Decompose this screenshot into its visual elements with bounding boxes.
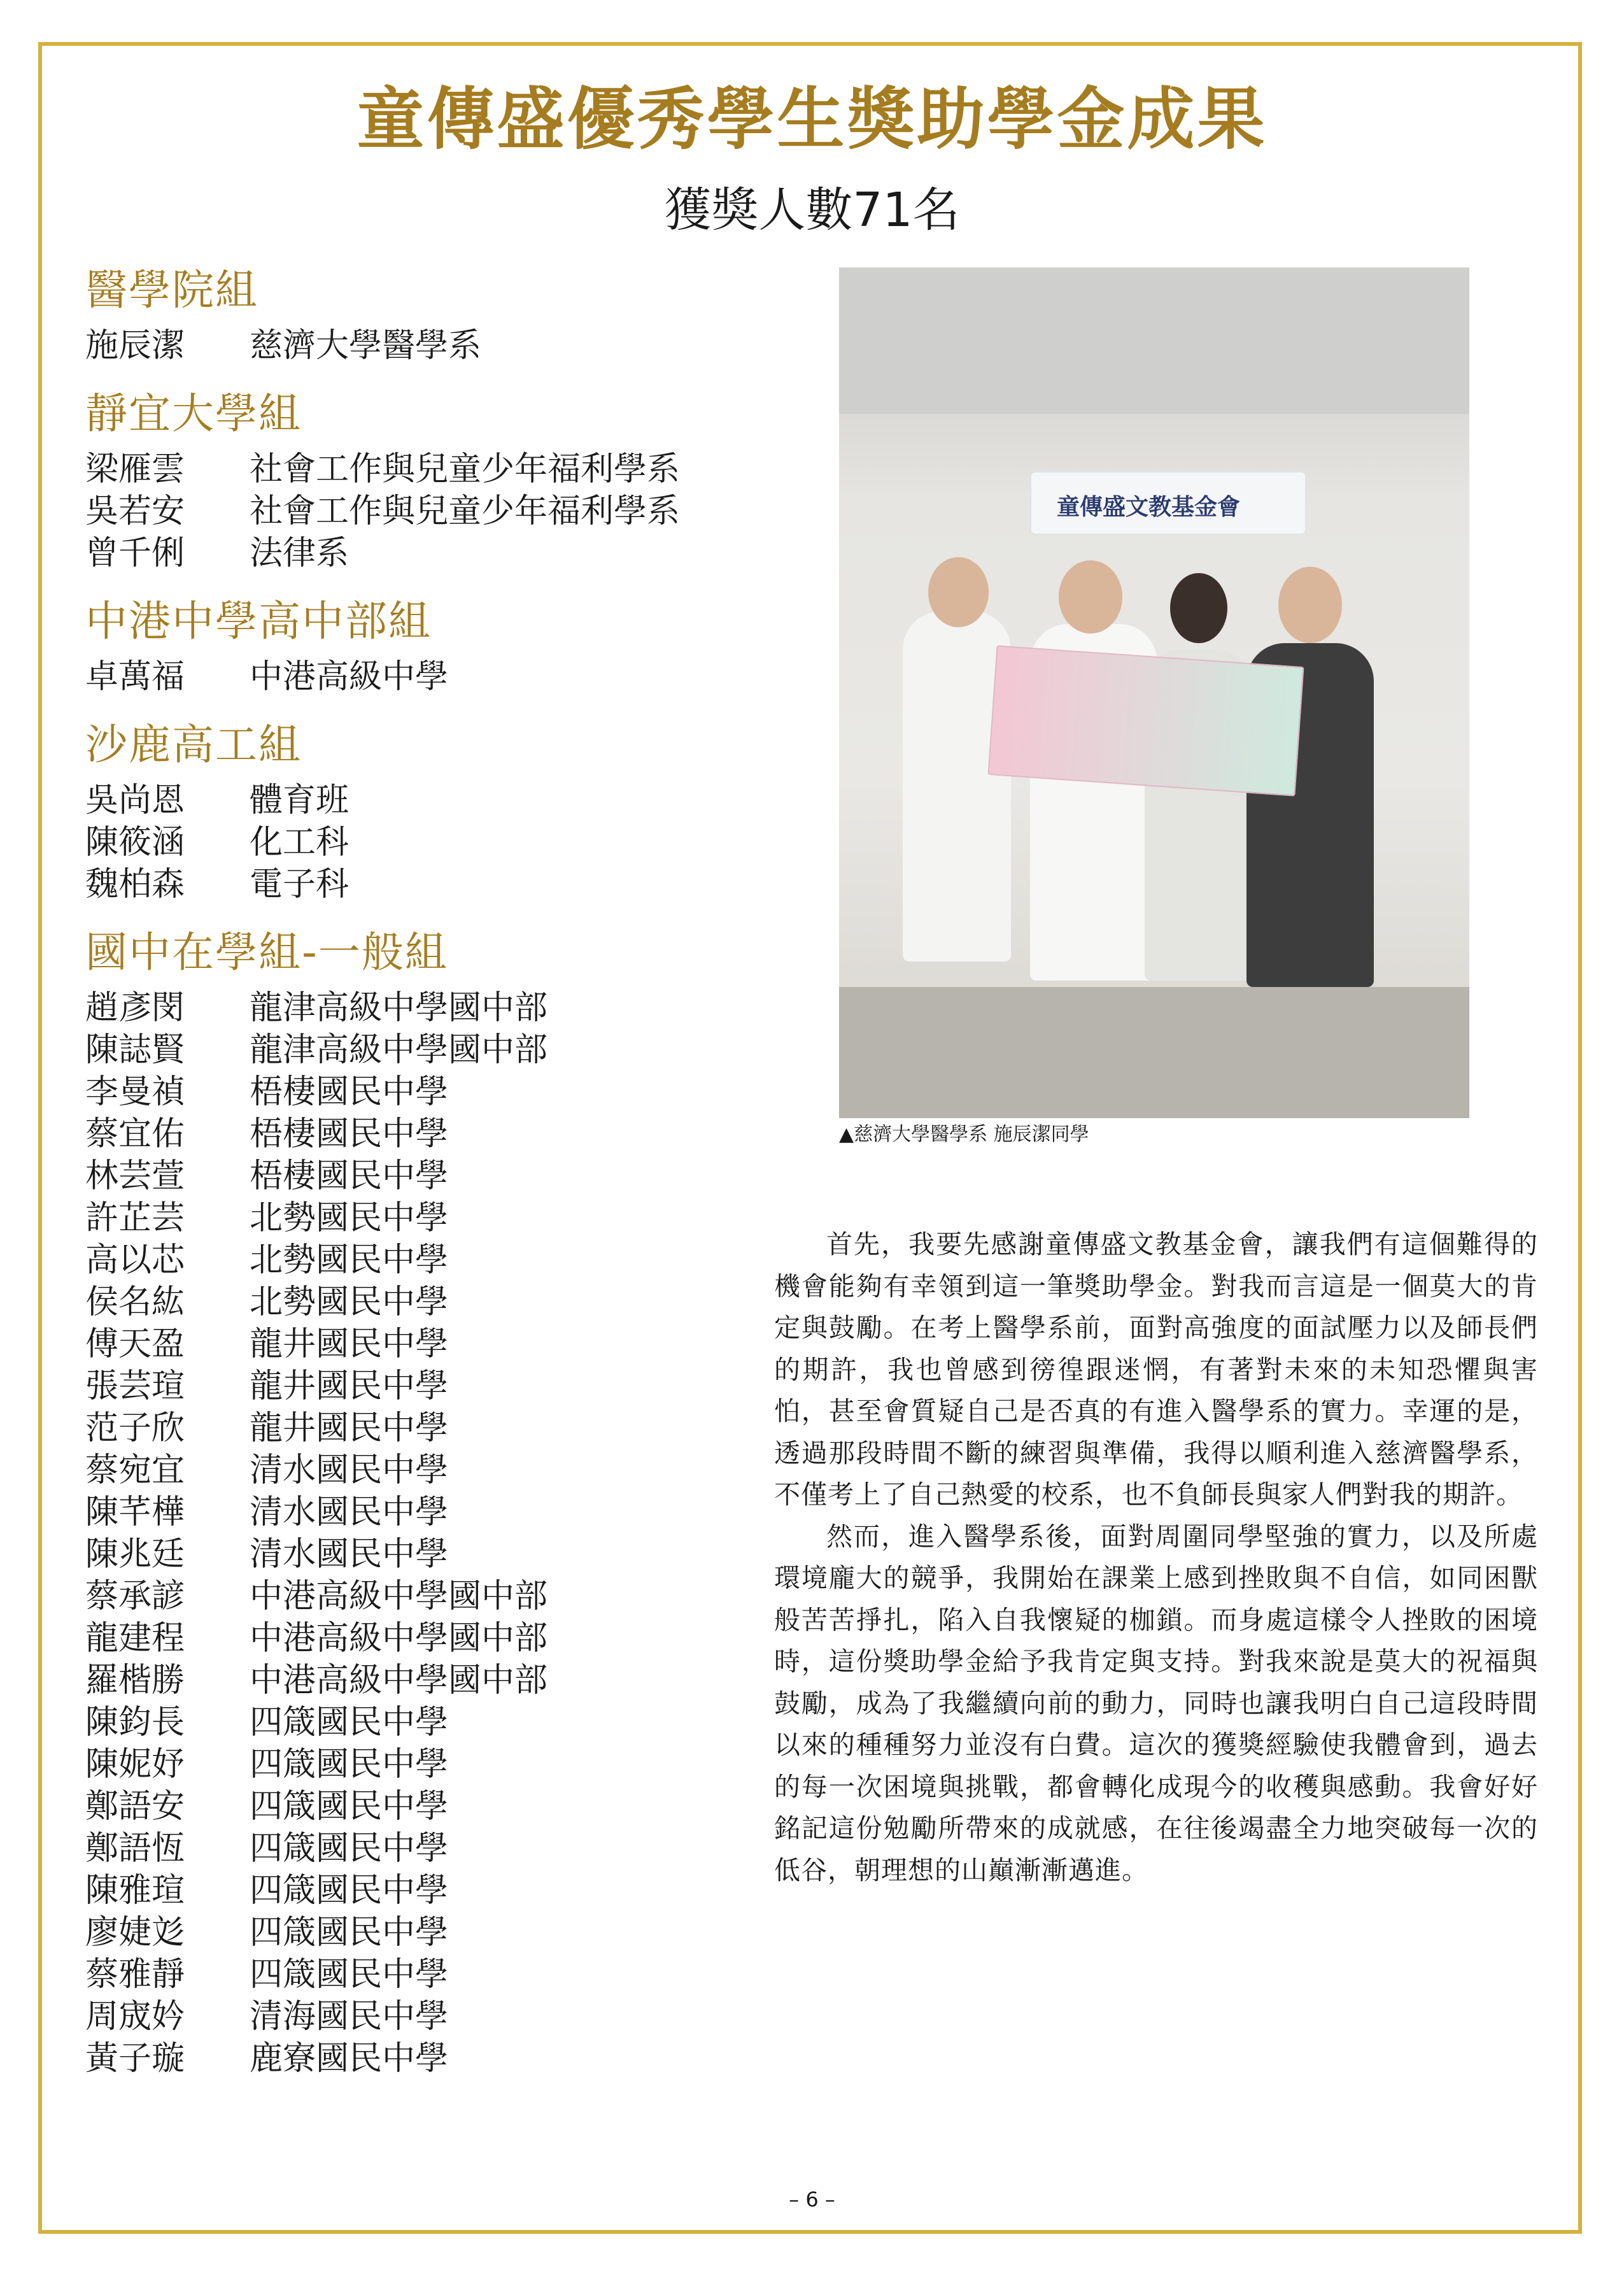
page-title: 童傳盛優秀學生獎助學金成果 bbox=[357, 80, 1267, 159]
person-1 bbox=[903, 611, 1011, 962]
awardee-row bbox=[85, 863, 786, 905]
awardee-row bbox=[85, 1491, 786, 1533]
person-1-head bbox=[928, 557, 989, 627]
awardee-row bbox=[85, 1828, 786, 1870]
awardee-name: 蔡承諺 bbox=[85, 1577, 185, 1615]
awardee-school: 龍井國民中學 bbox=[250, 1367, 449, 1405]
awardee-school: 社會工作與兒童少年福利學系 bbox=[250, 450, 681, 488]
awardee-row bbox=[85, 2038, 786, 2080]
award-group bbox=[85, 923, 786, 2080]
awardee-row bbox=[85, 1407, 786, 1449]
awardee-row bbox=[85, 1701, 786, 1743]
awardee-name: 曾千俐 bbox=[85, 534, 185, 572]
awardee-name: 李曼禎 bbox=[85, 1073, 185, 1111]
awardee-school: 龍井國民中學 bbox=[250, 1325, 449, 1363]
photo-ceiling bbox=[839, 267, 1469, 414]
person-4-head bbox=[1278, 567, 1342, 643]
banner-text: 童傳盛文教基金會 bbox=[1057, 494, 1241, 520]
awardee-name: 許芷芸 bbox=[85, 1199, 185, 1237]
awardee-school: 中港高級中學國中部 bbox=[250, 1619, 548, 1658]
awardee-school: 中港高級中學 bbox=[250, 658, 449, 696]
awardee-name: 黃子璇 bbox=[85, 2040, 185, 2078]
awardee-row bbox=[85, 448, 786, 490]
awardee-row bbox=[85, 1155, 786, 1197]
awardee-row bbox=[85, 1743, 786, 1786]
award-group bbox=[85, 716, 786, 905]
awardee-row bbox=[85, 1617, 786, 1659]
awardee-row bbox=[85, 1239, 786, 1281]
awardee-school: 清海國民中學 bbox=[250, 1998, 449, 2036]
essay-paragraph: 首先，我要先感謝童傳盛文教基金會，讓我們有這個難得的機會能夠有幸領到這一筆獎助學金。對我而言這是一個莫大的肯定與鼓勵。在考上醫學系前，面對高強度的面試壓力以及師長們的期許，我也曾感到徬徨跟迷惘，有著對未來的未知恐懼與害怕，甚至會質疑自己是否真的有進入醫學系的實力。幸運的是，透過那段時間不斷的練習與準備，我得以順利進入慈濟醫學系，不僅考上了自己熱愛的校系，也不負師長與家人們對我的期許。 bbox=[774, 1229, 1538, 1510]
awardee-list bbox=[85, 261, 786, 2098]
awardee-name: 蔡宛宜 bbox=[85, 1451, 185, 1489]
awardee-school: 北勢國民中學 bbox=[250, 1199, 449, 1237]
awardee-name: 侯名紘 bbox=[85, 1283, 185, 1321]
essay-paragraph: 然而，進入醫學系後，面對周圍同學堅強的實力，以及所處環境龐大的競爭，我開始在課業上感到挫敗與不自信，如同困獸般苦苦掙扎，陷入自我懷疑的枷鎖。而身處這樣令人挫敗的困境時，這份獎助學金給予我肯定與支持。對我來說是莫大的祝福與鼓勵，成為了我繼續向前的動力，同時也讓我明白自己這段時間以來的種種努力並沒有白費。這次的獲獎經驗使我體會到，過去的每一次困境與挑戰，都會轉化成現今的收穫與感動。我會好好銘記這份勉勵所帶來的成就感，在往後竭盡全力地突破每一次的低谷，朝理想的山巔漸漸邁進。 bbox=[774, 1521, 1538, 1885]
group-title: 醫學院組 bbox=[85, 266, 258, 315]
awardee-name: 陳筱涵 bbox=[85, 823, 185, 862]
awardee-name: 魏柏森 bbox=[85, 865, 185, 904]
awardee-name: 傅天盈 bbox=[85, 1325, 185, 1363]
awardee-row bbox=[85, 821, 786, 863]
awardee-name: 高以芯 bbox=[85, 1241, 185, 1279]
awardee-row bbox=[85, 1870, 786, 1912]
awardee-name: 梁雁雲 bbox=[85, 450, 185, 488]
group-title: 中港中學高中部組 bbox=[85, 597, 432, 646]
awardee-row bbox=[85, 1029, 786, 1071]
awardee-row bbox=[85, 1659, 786, 1701]
awardee-name: 蔡宜佑 bbox=[85, 1115, 185, 1153]
photo-floor bbox=[839, 987, 1469, 1118]
awardee-row bbox=[85, 490, 786, 532]
awardee-row bbox=[85, 532, 786, 574]
awardee-school: 北勢國民中學 bbox=[250, 1241, 449, 1279]
awardee-row bbox=[85, 656, 786, 698]
awardee-name: 范子欣 bbox=[85, 1409, 185, 1447]
awardee-school: 清水國民中學 bbox=[250, 1451, 449, 1489]
awardee-row bbox=[85, 1281, 786, 1323]
awardee-name: 羅楷勝 bbox=[85, 1661, 185, 1700]
awardee-row bbox=[85, 1449, 786, 1491]
awardee-school: 鹿寮國民中學 bbox=[250, 2040, 449, 2078]
foundation-banner bbox=[1030, 471, 1306, 535]
awardee-school: 四箴國民中學 bbox=[250, 1745, 449, 1784]
awardee-school: 梧棲國民中學 bbox=[250, 1115, 449, 1153]
group-title: 靜宜大學組 bbox=[85, 389, 302, 438]
group-title: 沙鹿高工組 bbox=[85, 720, 302, 769]
awardee-row bbox=[85, 779, 786, 821]
awardee-name: 趙彥閔 bbox=[85, 989, 185, 1027]
awardee-name: 陳雅瑄 bbox=[85, 1871, 185, 1910]
awardee-school: 體育班 bbox=[250, 781, 350, 820]
awardee-school: 四箴國民中學 bbox=[250, 1956, 449, 1994]
awardee-name: 陳鈞長 bbox=[85, 1703, 185, 1742]
awardee-name: 廖婕彣 bbox=[85, 1913, 185, 1952]
award-photo bbox=[839, 267, 1469, 1118]
awardee-school: 中港高級中學國中部 bbox=[250, 1661, 548, 1700]
awardee-school: 中港高級中學國中部 bbox=[250, 1577, 548, 1615]
awardee-school: 清水國民中學 bbox=[250, 1493, 449, 1531]
awardee-name: 鄭語恆 bbox=[85, 1829, 185, 1868]
award-check bbox=[987, 645, 1304, 796]
essay bbox=[774, 1224, 1538, 1891]
awardee-name: 吳若安 bbox=[85, 492, 185, 530]
awardee-name: 鄭語安 bbox=[85, 1787, 185, 1826]
award-group bbox=[85, 261, 786, 367]
awardee-name: 陳妮妤 bbox=[85, 1745, 185, 1784]
awardee-name: 施辰潔 bbox=[85, 327, 185, 365]
awardee-school: 慈濟大學醫學系 bbox=[250, 327, 482, 365]
awardee-school: 梧棲國民中學 bbox=[250, 1157, 449, 1195]
awardee-name: 林芸萱 bbox=[85, 1157, 185, 1195]
awardee-row bbox=[85, 987, 786, 1029]
person-3-head bbox=[1170, 573, 1227, 643]
awardee-name: 龍建程 bbox=[85, 1619, 185, 1658]
awardee-name: 蔡雅靜 bbox=[85, 1956, 185, 1994]
awardee-row bbox=[85, 325, 786, 367]
awardee-name: 吳尚恩 bbox=[85, 781, 185, 820]
awardee-school: 梧棲國民中學 bbox=[250, 1073, 449, 1111]
awardee-school: 清水國民中學 bbox=[250, 1535, 449, 1573]
awardee-school: 龍津高級中學國中部 bbox=[250, 1031, 548, 1069]
awardee-school: 龍津高級中學國中部 bbox=[250, 989, 548, 1027]
awardee-row bbox=[85, 1071, 786, 1113]
awardee-school: 四箴國民中學 bbox=[250, 1871, 449, 1910]
awardee-name: 陳誌賢 bbox=[85, 1031, 185, 1069]
awardee-name: 張芸瑄 bbox=[85, 1367, 185, 1405]
awardee-school: 電子科 bbox=[250, 865, 350, 904]
awardee-name: 卓萬福 bbox=[85, 658, 185, 696]
awardee-row bbox=[85, 1912, 786, 1954]
photo-caption: ▲慈濟大學醫學系 施辰潔同學 bbox=[839, 1123, 1089, 1146]
awardee-row bbox=[85, 1996, 786, 2038]
awardee-school: 四箴國民中學 bbox=[250, 1703, 449, 1742]
awardee-school: 化工科 bbox=[250, 823, 350, 862]
awardee-row bbox=[85, 1575, 786, 1617]
awardee-school: 社會工作與兒童少年福利學系 bbox=[250, 492, 681, 530]
awardee-school: 北勢國民中學 bbox=[250, 1283, 449, 1321]
page-subtitle: 獲獎人數71名 bbox=[664, 183, 960, 238]
awardee-name: 陳兆廷 bbox=[85, 1535, 185, 1573]
awardee-name: 周宬妗 bbox=[85, 1998, 185, 2036]
awardee-row bbox=[85, 1323, 786, 1365]
person-2-head bbox=[1059, 560, 1122, 634]
awardee-row bbox=[85, 1365, 786, 1407]
awardee-school: 四箴國民中學 bbox=[250, 1913, 449, 1952]
awardee-row bbox=[85, 1533, 786, 1575]
award-group bbox=[85, 385, 786, 574]
awardee-school: 龍井國民中學 bbox=[250, 1409, 449, 1447]
group-title: 國中在學組-一般組 bbox=[85, 928, 448, 977]
awardee-school: 法律系 bbox=[250, 534, 350, 572]
awardee-row bbox=[85, 1113, 786, 1155]
awardee-row bbox=[85, 1954, 786, 1996]
awardee-name: 陳芊樺 bbox=[85, 1493, 185, 1531]
awardee-school: 四箴國民中學 bbox=[250, 1829, 449, 1868]
award-group bbox=[85, 592, 786, 698]
awardee-row bbox=[85, 1786, 786, 1828]
awardee-row bbox=[85, 1197, 786, 1239]
page-number: – 6 – bbox=[789, 2187, 835, 2212]
awardee-school: 四箴國民中學 bbox=[250, 1787, 449, 1826]
